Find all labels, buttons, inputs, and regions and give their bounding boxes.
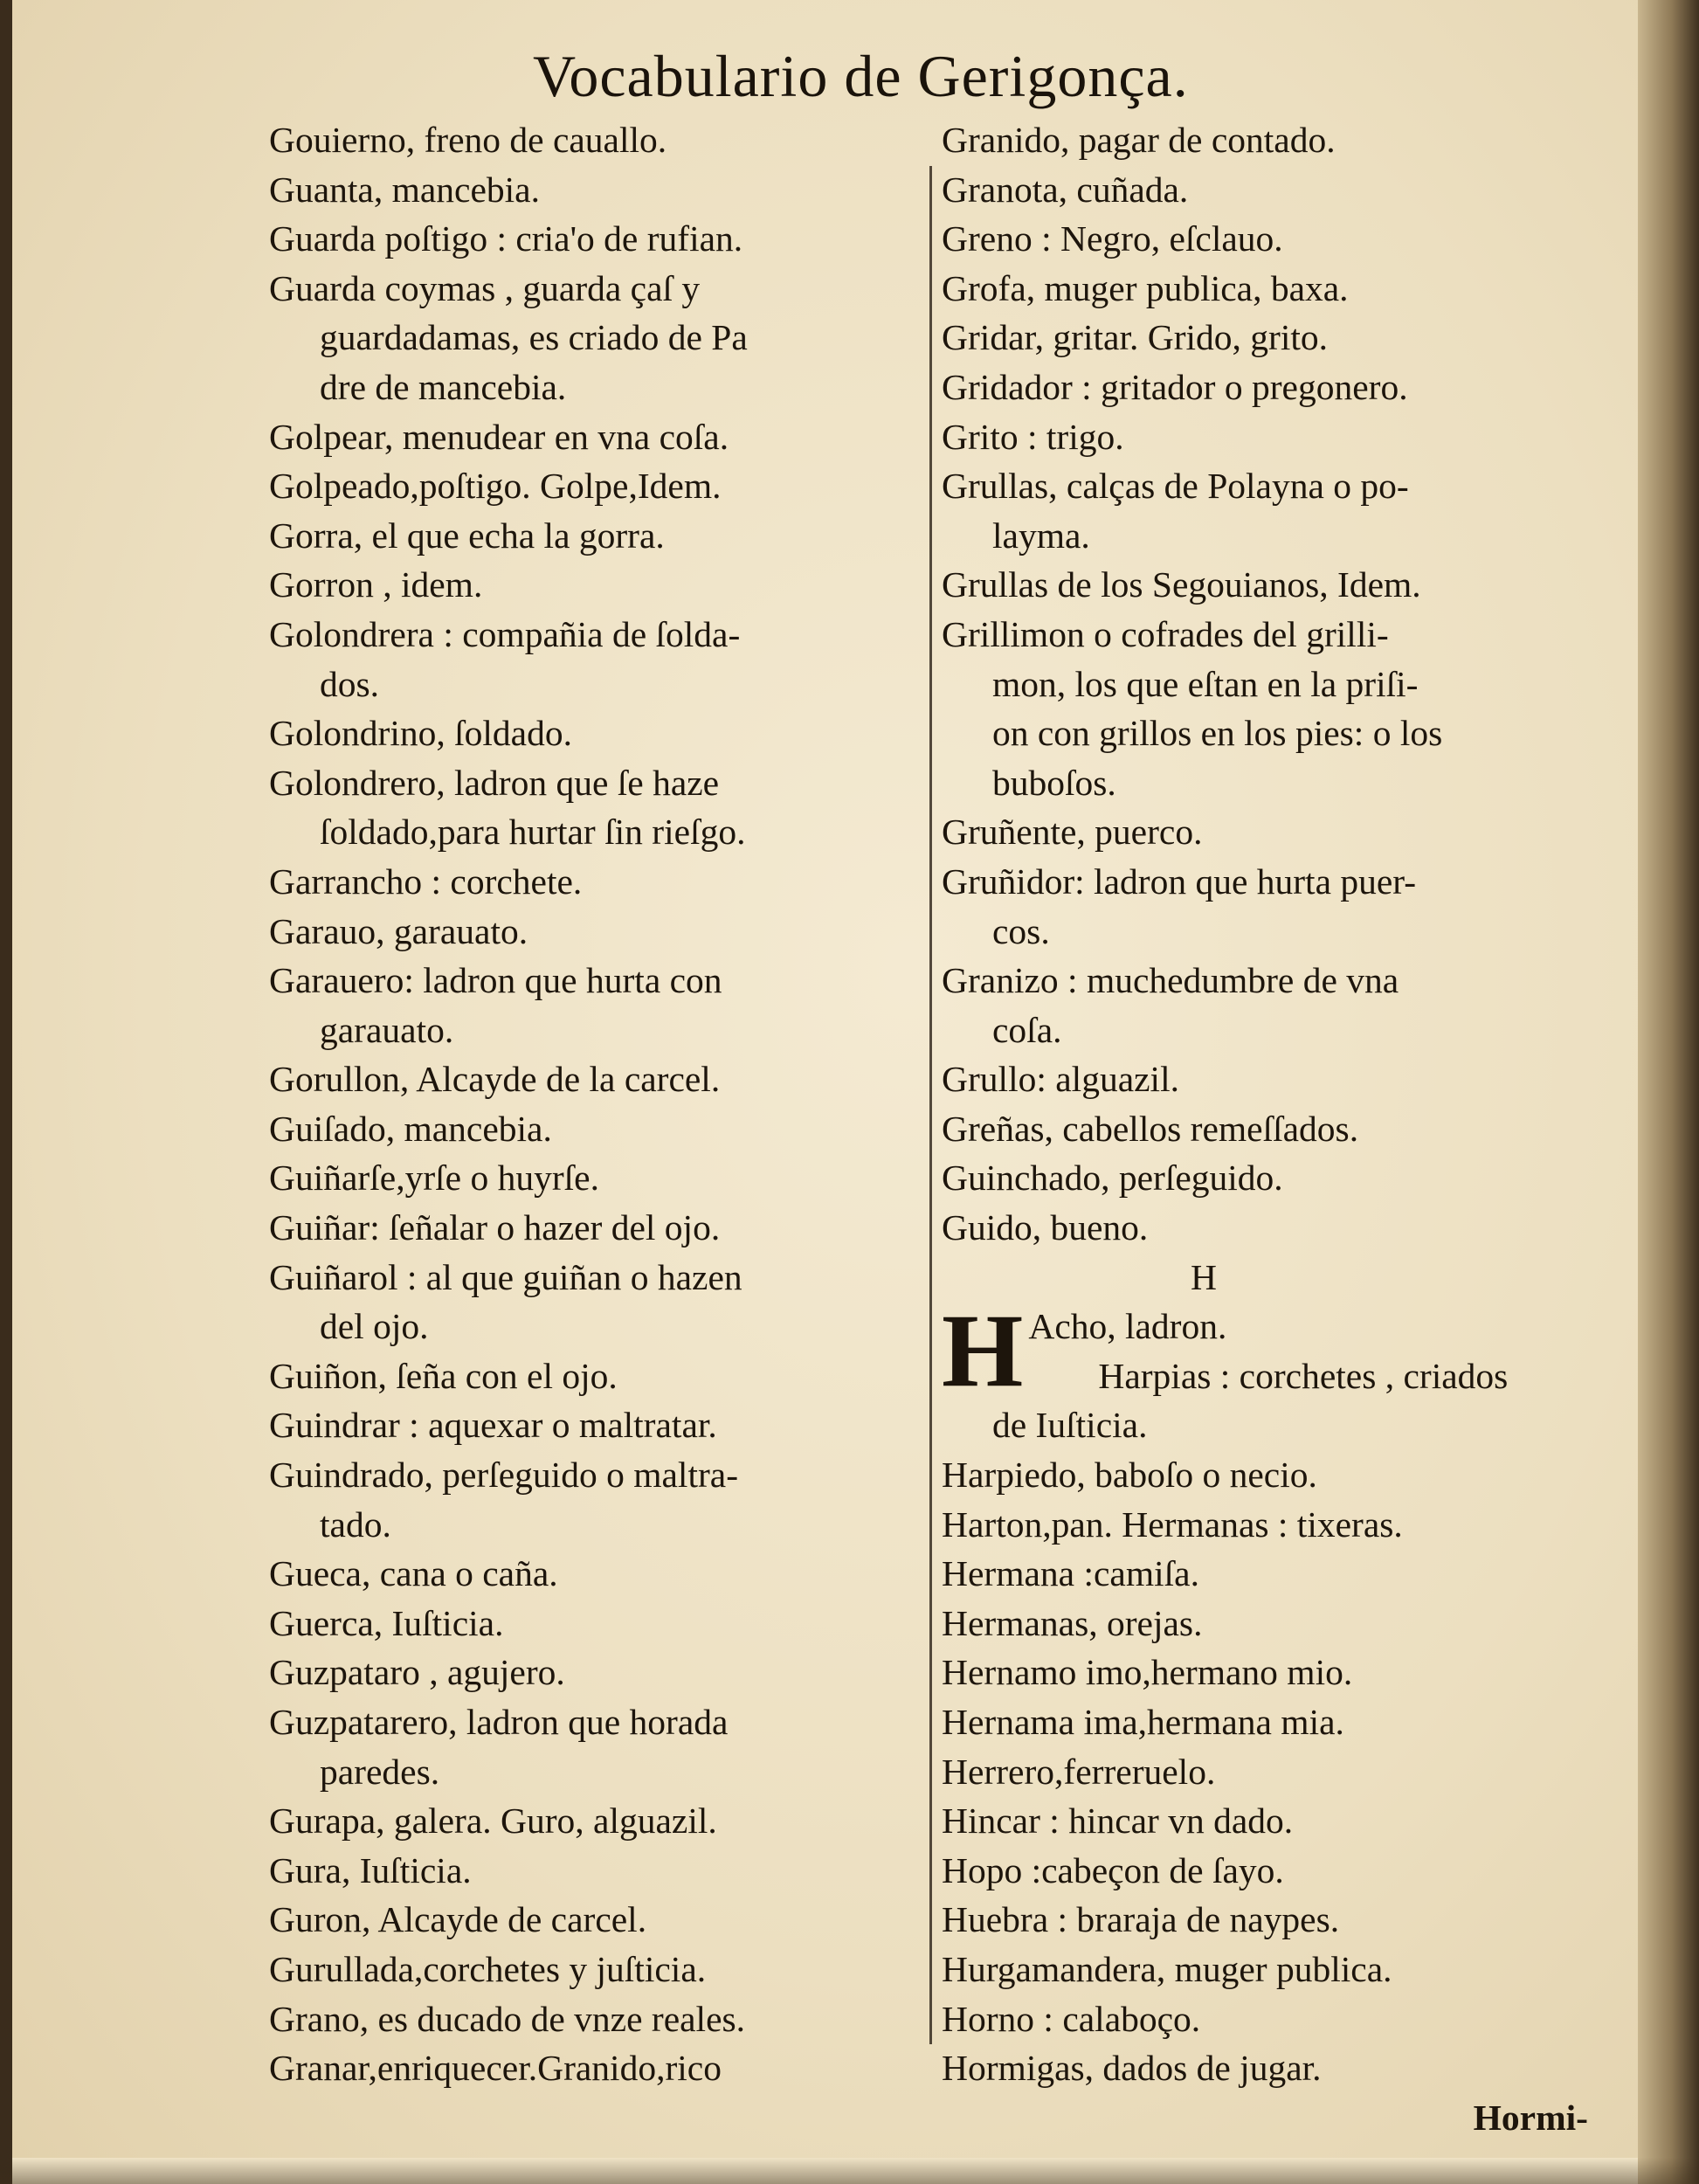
entry-text: Guiñon, ſeña con el ojo. bbox=[269, 1355, 618, 1396]
dictionary-entry-line bbox=[269, 708, 920, 758]
dictionary-entry-line bbox=[269, 165, 920, 215]
entry-text: Gurapa, galera. Guro, alguazil. bbox=[269, 1800, 717, 1842]
dictionary-entry-line bbox=[269, 511, 920, 561]
dictionary-entry-line bbox=[942, 758, 1588, 808]
entry-text: Grillimon o cofrades del grilli- bbox=[942, 613, 1389, 654]
entry-text: Guinchado, perſeguido. bbox=[942, 1158, 1283, 1199]
entry-text: buboſos. bbox=[992, 762, 1116, 803]
dictionary-entry-line bbox=[269, 1895, 920, 1945]
dictionary-entry-line bbox=[942, 1648, 1588, 1697]
entry-text: Harpiedo, baboſo o necio. bbox=[942, 1455, 1317, 1496]
dictionary-entry-line bbox=[269, 1006, 920, 1055]
dictionary-entry-line bbox=[942, 1994, 1588, 2044]
dictionary-entry-line bbox=[269, 1549, 920, 1599]
dictionary-entry-line bbox=[942, 956, 1588, 1006]
entry-text: Grofa, muger publica, baxa. bbox=[942, 267, 1349, 308]
dictionary-entry-line bbox=[942, 1796, 1588, 1846]
dictionary-entry-line bbox=[269, 857, 920, 907]
entry-text: H bbox=[1191, 1256, 1217, 1297]
entry-text: Grullo: alguazil. bbox=[942, 1059, 1179, 1100]
scan-edge-right bbox=[1638, 0, 1699, 2184]
dictionary-entry-line bbox=[269, 560, 920, 610]
entry-text: Herrero,ferreruelo. bbox=[942, 1751, 1216, 1792]
dictionary-entry-line bbox=[269, 461, 920, 511]
entry-text: Hormigas, dados de jugar. bbox=[942, 2048, 1322, 2089]
entry-text: Gruñidor: ladron que hurta puer- bbox=[942, 860, 1417, 902]
entry-text: Hernamo imo,hermano mio. bbox=[942, 1652, 1353, 1693]
entry-text: Golondrera : compañia de ſolda- bbox=[269, 613, 741, 654]
dictionary-entry-line bbox=[269, 1994, 920, 2044]
dictionary-entry-line bbox=[269, 1450, 920, 1500]
entry-text: paredes. bbox=[320, 1751, 440, 1792]
entry-text: Grullas de los Segouianos, Idem. bbox=[942, 564, 1421, 605]
entry-text: Grito : trigo. bbox=[942, 416, 1124, 457]
dictionary-entry-line bbox=[269, 1747, 920, 1797]
dictionary-entry-line bbox=[942, 1895, 1588, 1945]
entry-text: Guanta, mancebia. bbox=[269, 169, 540, 210]
entry-text: Harpias : corchetes , criados bbox=[1098, 1355, 1509, 1396]
dictionary-entry-line bbox=[942, 610, 1588, 660]
entry-text: Guzpataro , agujero. bbox=[269, 1652, 565, 1693]
entry-text: Guerca, Iuſticia. bbox=[269, 1602, 504, 1643]
dictionary-entry-line bbox=[269, 363, 920, 412]
dictionary-entry-line bbox=[269, 1054, 920, 1104]
entry-text: Gruñente, puerco. bbox=[942, 812, 1203, 853]
dictionary-entry-line bbox=[269, 214, 920, 264]
entry-text: Hermana :camiſa. bbox=[942, 1553, 1199, 1594]
entry-text: Greñas, cabellos remeſſados. bbox=[942, 1108, 1359, 1149]
dictionary-entry-line bbox=[269, 1104, 920, 1154]
dictionary-entry-line bbox=[942, 461, 1588, 511]
dictionary-entry-line bbox=[269, 264, 920, 314]
scan-edge-bottom bbox=[0, 2158, 1699, 2184]
dictionary-entry-line bbox=[942, 1400, 1588, 1450]
dictionary-entry-line bbox=[269, 807, 920, 857]
drop-cap: H bbox=[942, 1292, 1024, 1409]
dictionary-entry-line bbox=[942, 313, 1588, 363]
entry-text: Guiñar: ſeñalar o hazer del ojo. bbox=[269, 1207, 721, 1248]
entry-text: Golondrino, ſoldado. bbox=[269, 713, 572, 754]
dictionary-entry-line bbox=[942, 165, 1588, 215]
dictionary-entry-line bbox=[1028, 1351, 1588, 1401]
dictionary-entry-line bbox=[942, 1450, 1588, 1500]
entry-text: Garauero: ladron que hurta con bbox=[269, 960, 722, 1001]
dictionary-entry-line bbox=[942, 857, 1588, 907]
dictionary-entry-line bbox=[269, 758, 920, 808]
entry-text: Guido, bueno. bbox=[942, 1207, 1149, 1248]
dictionary-entry-line bbox=[942, 1153, 1588, 1203]
entry-text: on con grillos en los pies: o los bbox=[992, 713, 1443, 754]
dictionary-entry-line bbox=[942, 511, 1588, 561]
dictionary-entry-line bbox=[942, 214, 1588, 264]
dictionary-entry-line bbox=[269, 956, 920, 1006]
entry-text: dos. bbox=[320, 663, 380, 704]
dictionary-entry-line bbox=[942, 2043, 1588, 2093]
entry-text: coſa. bbox=[992, 1009, 1062, 1050]
entry-text: Granar,enriquecer.Granido,rico bbox=[269, 2048, 722, 2089]
dictionary-entry-line bbox=[269, 1697, 920, 1747]
dictionary-entry-line bbox=[942, 907, 1588, 957]
dictionary-entry-line bbox=[942, 1006, 1588, 1055]
entry-text: Garauo, garauato. bbox=[269, 910, 528, 951]
entry-text: Granota, cuñada. bbox=[942, 169, 1189, 210]
entry-text: Gridador : gritador o pregonero. bbox=[942, 366, 1408, 407]
dictionary-entry-line bbox=[942, 115, 1588, 165]
dictionary-entry-line bbox=[269, 1500, 920, 1550]
right-column bbox=[942, 115, 1588, 2142]
entry-text: mon, los que eſtan en la priſi- bbox=[992, 663, 1419, 704]
dictionary-entry-line bbox=[942, 1104, 1588, 1154]
entry-text: Horno : calaboço. bbox=[942, 1998, 1201, 2039]
dictionary-entry-line bbox=[942, 1500, 1588, 1550]
entry-text: Gorra, el que echa la gorra. bbox=[269, 515, 665, 556]
dictionary-entry-line bbox=[942, 1697, 1588, 1747]
dictionary-entry-line bbox=[269, 115, 920, 165]
dictionary-entry-line bbox=[942, 1203, 1588, 1253]
dictionary-entry-line bbox=[942, 363, 1588, 412]
dictionary-entry-line bbox=[942, 1846, 1588, 1896]
dictionary-entry-line bbox=[269, 1302, 920, 1351]
entry-text: Gridar, gritar. Grido, grito. bbox=[942, 317, 1329, 358]
entry-text: Golpeado,poſtigo. Golpe,Idem. bbox=[269, 466, 722, 507]
dictionary-entry-line bbox=[269, 2043, 920, 2093]
entry-text: Hernama ima,hermana mia. bbox=[942, 1702, 1344, 1742]
left-column bbox=[269, 115, 920, 2093]
entry-text: layma. bbox=[992, 515, 1090, 556]
dictionary-entry-line bbox=[269, 1153, 920, 1203]
entry-text: Huebra : braraja de naypes. bbox=[942, 1899, 1340, 1940]
entry-text: guardadamas, es criado de Pa bbox=[320, 317, 748, 358]
entry-text: Golondrero, ladron que ſe haze bbox=[269, 762, 720, 803]
entry-text: Guron, Alcayde de carcel. bbox=[269, 1899, 647, 1940]
dictionary-entry-line bbox=[942, 807, 1588, 857]
dictionary-entry-line bbox=[942, 264, 1588, 314]
entry-text: cos. bbox=[992, 910, 1050, 951]
dictionary-entry-line bbox=[269, 610, 920, 660]
entry-text: Gueca, cana o caña. bbox=[269, 1553, 558, 1594]
dictionary-entry-line bbox=[942, 412, 1588, 462]
entry-text: Gorullon, Alcayde de la carcel. bbox=[269, 1059, 721, 1100]
entry-text: Guzpatarero, ladron que horada bbox=[269, 1702, 729, 1742]
dictionary-entry-line bbox=[269, 1796, 920, 1846]
dictionary-entry-line bbox=[269, 1599, 920, 1648]
entry-text: Harton,pan. Hermanas : tixeras. bbox=[942, 1503, 1403, 1545]
entry-text: dre de mancebia. bbox=[320, 366, 567, 407]
entry-text: Gura, Iuſticia. bbox=[269, 1849, 472, 1890]
dictionary-entry-line bbox=[942, 1599, 1588, 1648]
entry-text: Granizo : muchedumbre de vna bbox=[942, 960, 1399, 1001]
dictionary-entry-line bbox=[269, 313, 920, 363]
entry-text: Guarda coymas , guarda çaſ y bbox=[269, 267, 701, 308]
entry-text: Gurullada,corchetes y juſticia. bbox=[269, 1948, 707, 1989]
dictionary-entry-line bbox=[942, 560, 1588, 610]
entry-text: Acho, ladron. bbox=[1028, 1306, 1227, 1347]
entry-text: del ojo. bbox=[320, 1306, 429, 1347]
dictionary-entry-line bbox=[269, 660, 920, 709]
dictionary-entry-line bbox=[269, 1351, 920, 1401]
dictionary-entry-line bbox=[269, 1945, 920, 1994]
dictionary-entry-line bbox=[269, 1253, 920, 1303]
entry-text: tado. bbox=[320, 1503, 391, 1545]
entry-text: Hopo :cabeçon de ſayo. bbox=[942, 1849, 1284, 1890]
entry-text: garauato. bbox=[320, 1009, 454, 1050]
entry-text: Guiñarol : al que guiñan o hazen bbox=[269, 1256, 742, 1297]
dictionary-entry-line bbox=[269, 1400, 920, 1450]
entry-text: Guiñarſe,yrſe o huyrſe. bbox=[269, 1158, 599, 1199]
page-header: Vocabulario de Gerigonça. bbox=[533, 43, 1189, 109]
dictionary-entry-line bbox=[269, 1203, 920, 1253]
column-divider bbox=[929, 166, 932, 2044]
entry-text: Grano, es ducado de vnze reales. bbox=[269, 1998, 746, 2039]
entry-text: Guarda poſtigo : cria'o de rufian. bbox=[269, 218, 743, 259]
entry-text: Garrancho : corchete. bbox=[269, 860, 583, 902]
dictionary-entry-line bbox=[269, 907, 920, 957]
entry-text: Gorron , idem. bbox=[269, 564, 483, 605]
entry-text: Grullas, calças de Polayna o po- bbox=[942, 466, 1409, 507]
entry-text: Greno : Negro, eſclauo. bbox=[942, 218, 1283, 259]
entry-text: Gouierno, freno de cauallo. bbox=[269, 120, 667, 160]
dictionary-entry-line bbox=[942, 1747, 1588, 1797]
entry-text: Granido, pagar de contado. bbox=[942, 120, 1336, 160]
entry-text: Hurgamandera, muger publica. bbox=[942, 1948, 1392, 1989]
entry-text: de Iuſticia. bbox=[992, 1405, 1148, 1446]
dictionary-entry-line bbox=[942, 1549, 1588, 1599]
entry-text: Guindrado, perſeguido o maltra- bbox=[269, 1455, 739, 1496]
dictionary-entry-line bbox=[942, 1945, 1588, 1994]
entry-text: Guiſado, mancebia. bbox=[269, 1108, 552, 1149]
entry-text: ſoldado,para hurtar ſin rieſgo. bbox=[320, 812, 746, 853]
dictionary-entry-line bbox=[942, 660, 1588, 709]
entry-text: Hincar : hincar vn dado. bbox=[942, 1800, 1294, 1842]
scan-edge-left bbox=[0, 0, 12, 2184]
dictionary-entry-line bbox=[942, 708, 1588, 758]
entry-text: Hermanas, orejas. bbox=[942, 1602, 1203, 1643]
dictionary-entry-line bbox=[269, 1846, 920, 1896]
entry-text: Guindrar : aquexar o maltratar. bbox=[269, 1405, 717, 1446]
dictionary-entry-line bbox=[269, 1648, 920, 1697]
catchword: Hormi- bbox=[1473, 2097, 1588, 2138]
entry-text: Golpear, menudear en vna coſa. bbox=[269, 416, 729, 457]
dictionary-entry-line bbox=[942, 1054, 1588, 1104]
dictionary-entry-line bbox=[269, 412, 920, 462]
section-letter bbox=[942, 1253, 1588, 1303]
